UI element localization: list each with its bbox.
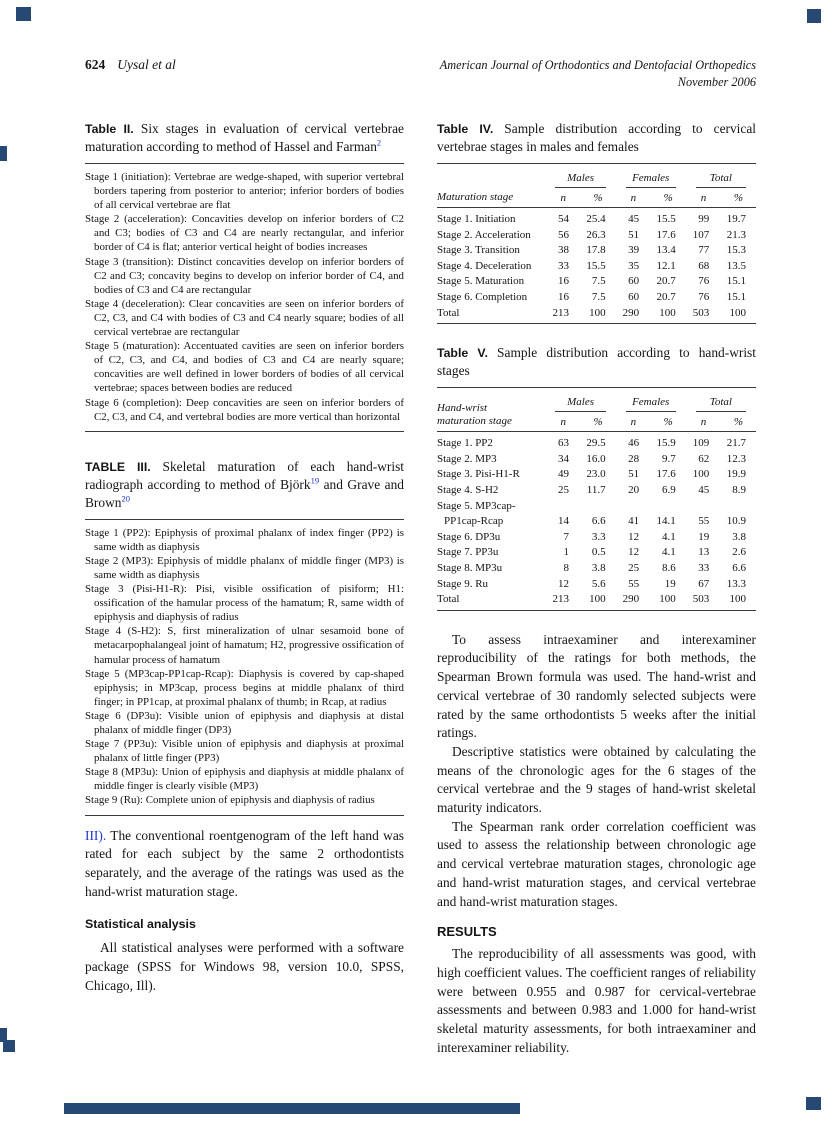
table3-stage-list bbox=[85, 519, 404, 816]
cell-value: 12 bbox=[628, 546, 640, 559]
cell-value: 100 bbox=[719, 592, 756, 611]
cell-value: 15.3 bbox=[726, 244, 746, 257]
cell-value: 51 bbox=[628, 228, 640, 241]
table5-group-header-row bbox=[437, 388, 756, 413]
row-label: Stage 3. Pisi-H1-R bbox=[437, 468, 520, 481]
table3-caption bbox=[85, 458, 404, 512]
table-row bbox=[437, 482, 756, 498]
cell-value: 7.5 bbox=[591, 290, 606, 303]
cell-value: 62 bbox=[698, 452, 710, 465]
cell-value: 51 bbox=[628, 468, 640, 481]
table-row bbox=[437, 227, 756, 243]
methods-paragraph-3: The Spearman rank order correlation coefficient was used to assess the relationship between chronologic age and cervical vertebrae maturation stages, chronologic age and hand-wrist maturation stages, and cervical vertebrae and hand-wrist maturation stages. bbox=[437, 818, 756, 909]
left-column bbox=[85, 120, 404, 995]
cell-value: 12.3 bbox=[726, 452, 746, 465]
cell-value: 16.0 bbox=[586, 452, 606, 465]
cell-value: 19 bbox=[664, 577, 676, 590]
cell-value: 29.5 bbox=[586, 437, 606, 450]
table4-group-males: Males bbox=[545, 164, 615, 189]
cell-value: 19.9 bbox=[726, 468, 746, 481]
cell-value: 100 bbox=[719, 305, 756, 324]
table-row bbox=[437, 289, 756, 305]
table5-row-header: Hand-wrist maturation stage bbox=[437, 388, 545, 432]
cell-value: 12.1 bbox=[656, 259, 676, 272]
table3-reference-link[interactable]: III). bbox=[85, 827, 107, 843]
cell-value bbox=[686, 498, 719, 514]
row-label: Stage 9. Ru bbox=[437, 577, 489, 590]
table5 bbox=[437, 387, 756, 611]
table3-stage-9: Stage 9 (Ru): Complete union of epiphysis and diaphysis of radius bbox=[85, 794, 375, 807]
table3-stage-1: Stage 1 (PP2): Epiphysis of proximal phalanx of index finger (PP2) is same width as diaphysis bbox=[85, 526, 404, 553]
cell-value: 21.3 bbox=[726, 228, 746, 241]
table3-stage-7: Stage 7 (PP3u): Visible union of epiphysis and diaphysis at proximal phalanx of little finger (PP3) bbox=[85, 738, 404, 765]
statistical-analysis-heading: Statistical analysis bbox=[85, 917, 196, 932]
cell-value: 100 bbox=[579, 305, 616, 324]
table-row bbox=[437, 592, 756, 611]
running-head-left bbox=[85, 57, 176, 73]
table-row bbox=[437, 560, 756, 576]
registration-mark-bottom-left bbox=[3, 1040, 15, 1052]
table2-caption bbox=[85, 120, 404, 156]
cell-value: 2.6 bbox=[732, 546, 746, 559]
cell-value: 13.4 bbox=[656, 244, 676, 257]
cell-value: 38 bbox=[557, 244, 569, 257]
cell-value: 23.0 bbox=[586, 468, 606, 481]
table3-stage-5: Stage 5 (MP3cap-PP1cap-Rcap): Diaphysis is covered by cap-shaped epiphysis; in MP3cap, process begins at middle phalanx of third finger; in PP1cap, at proximal phalanx of thumb; in Rcap, at radius bbox=[85, 667, 404, 708]
cell-value: 68 bbox=[698, 259, 710, 272]
cell-value bbox=[719, 498, 756, 514]
row-label: Stage 1. PP2 bbox=[437, 437, 493, 450]
cell-value: 33 bbox=[698, 561, 710, 574]
table3-caption-text-b: and Grave and Brown bbox=[85, 476, 404, 510]
cell-value: 21.7 bbox=[726, 437, 746, 450]
cell-value: 11.7 bbox=[586, 483, 606, 496]
cell-value: 6.9 bbox=[662, 483, 676, 496]
cell-value: 20 bbox=[628, 483, 640, 496]
registration-mark-left-upper bbox=[0, 146, 7, 161]
cell-value: 16 bbox=[557, 275, 569, 288]
col-n: n bbox=[545, 412, 578, 432]
page-number: 624 bbox=[85, 57, 106, 72]
cell-value: 7 bbox=[563, 530, 569, 543]
col-pct: % bbox=[719, 188, 756, 208]
table-row bbox=[437, 514, 756, 530]
cell-value: 3.8 bbox=[732, 530, 746, 543]
cell-value: 6.6 bbox=[732, 561, 746, 574]
cell-value: 99 bbox=[698, 213, 710, 225]
table2-label: Table II. bbox=[85, 122, 134, 136]
row-label: Stage 2. Acceleration bbox=[437, 228, 531, 241]
cell-value: 55 bbox=[628, 577, 640, 590]
registration-mark-top-right bbox=[807, 9, 821, 23]
cell-value: 20.7 bbox=[656, 275, 676, 288]
cell-value: 15.1 bbox=[726, 290, 746, 303]
table3-stage-3: Stage 3 (Pisi-H1-R): Pisi, visible ossification of pisiform; H1: ossification of the hamular process of the hamatum; R, same width of epiphysis and diaphysis of radius bbox=[85, 583, 404, 624]
row-label: Stage 2. MP3 bbox=[437, 452, 497, 465]
continuation-text: The conventional roentgenogram of the left hand was rated for each subject by the same 2 orthodontists separately, and the average of the ratings was used as the hand-wrist maturation stage. bbox=[85, 827, 404, 899]
table2-stage-1: Stage 1 (initiation): Vertebrae are wedge-shaped, with superior vertebral borders tapering from posterior to anterior; inferior borders of bodies of all cervical vertebrae are flat bbox=[85, 171, 404, 212]
cell-value: 1 bbox=[563, 546, 569, 559]
cell-value: 56 bbox=[557, 228, 569, 241]
cell-value: 15.1 bbox=[726, 275, 746, 288]
cell-value: 19.7 bbox=[726, 213, 746, 225]
table4-caption-text: Sample distribution according to cervical vertebrae stages in males and females bbox=[437, 121, 756, 154]
results-heading: RESULTS bbox=[437, 924, 497, 940]
right-column bbox=[437, 120, 756, 1057]
table3-stage-4: Stage 4 (S-H2): S, first mineralization of ulnar sesamoid bone of metacarpophalangeal joint of hamatum; H2, progressive ossification of hamular process of hamatum bbox=[85, 625, 404, 666]
col-n: n bbox=[686, 412, 719, 432]
row-label: Stage 5. MP3cap- bbox=[437, 499, 516, 512]
table-row bbox=[437, 451, 756, 467]
table5-body bbox=[437, 432, 756, 611]
table-row bbox=[437, 545, 756, 561]
row-label: Stage 4. Deceleration bbox=[437, 259, 532, 272]
table-row bbox=[437, 432, 756, 452]
cell-value: 5.6 bbox=[591, 577, 606, 590]
cell-value: 34 bbox=[557, 452, 569, 465]
methods-paragraph-1: To assess intraexaminer and interexaminer reproducibility of the ratings for both methods, the Spearman Brown formula was used. The hand-wrist and cervical vertebrae of 30 randomly selected subjects were rated by the same orthodontists 5 weeks after the initial ratings. bbox=[437, 631, 756, 741]
table3-stage-6: Stage 6 (DP3u): Visible union of epiphysis and diaphysis at distal phalanx of middle finger (DP3) bbox=[85, 709, 404, 736]
cell-value: 13 bbox=[698, 546, 710, 559]
col-pct: % bbox=[579, 412, 616, 432]
table4-group-females: Females bbox=[616, 164, 686, 189]
citation-2-link[interactable]: 2 bbox=[376, 137, 382, 148]
cell-value: 67 bbox=[698, 577, 710, 590]
cell-value: 6.6 bbox=[591, 515, 606, 528]
cell-value: 8.9 bbox=[732, 483, 746, 496]
table3-stage-2: Stage 2 (MP3): Epiphysis of middle phalanx of middle finger (MP3) is same width as diaphysis bbox=[85, 554, 404, 581]
cell-value: 107 bbox=[692, 228, 710, 241]
row-label: Stage 8. MP3u bbox=[437, 561, 503, 574]
table4-group-total: Total bbox=[686, 164, 756, 189]
cell-value: 33 bbox=[557, 259, 569, 272]
cell-value: 20.7 bbox=[656, 290, 676, 303]
cell-value bbox=[649, 498, 686, 514]
cell-value: 8.6 bbox=[662, 561, 676, 574]
table2-stage-5: Stage 5 (maturation): Accentuated cavities are seen on inferior borders of C2, C3, and C4, and bodies of C3 and C4 are nearly square; concavities are well defined in lower borders of bodies of all cervical vertebrae; spaces between bodies are reduced bbox=[85, 340, 404, 395]
cell-value: 45 bbox=[628, 213, 640, 225]
table-row bbox=[437, 529, 756, 545]
cell-value: 4.1 bbox=[662, 530, 676, 543]
table-row bbox=[437, 467, 756, 483]
table4-label: Table IV. bbox=[437, 122, 494, 136]
cell-value: 290 bbox=[616, 305, 649, 324]
results-paragraph: The reproducibility of all assessments was good, with high coefficient values. The coefficient ranges of reliability were between 0.955 and 0.987 for cervical-vertebrae assessments and between 0.983 and 1.000 for hand-wrist skeletal maturity assessments, for both intraexaminer and interexaminer reliability. bbox=[437, 946, 756, 1055]
cell-value: 14.1 bbox=[656, 515, 676, 528]
cell-value: 7.5 bbox=[591, 275, 606, 288]
row-label: Stage 4. S-H2 bbox=[437, 483, 499, 496]
cell-value: 60 bbox=[628, 290, 640, 303]
cell-value: 3.3 bbox=[591, 530, 606, 543]
cell-value: 0.5 bbox=[591, 546, 606, 559]
citation-19-link[interactable]: 19 bbox=[310, 475, 320, 486]
col-pct: % bbox=[649, 188, 686, 208]
cell-value: 26.3 bbox=[586, 228, 606, 241]
cell-value: 213 bbox=[545, 592, 578, 611]
col-n: n bbox=[686, 188, 719, 208]
cell-value: 503 bbox=[686, 592, 719, 611]
cell-value: 213 bbox=[545, 305, 578, 324]
cell-value: 503 bbox=[686, 305, 719, 324]
col-pct: % bbox=[649, 412, 686, 432]
col-n: n bbox=[616, 188, 649, 208]
cell-value: 25 bbox=[628, 561, 640, 574]
table4-body bbox=[437, 208, 756, 324]
issue-date: November 2006 bbox=[677, 74, 756, 89]
table-row bbox=[437, 305, 756, 324]
cell-value: 28 bbox=[628, 452, 640, 465]
cell-value: 17.6 bbox=[656, 468, 676, 481]
cell-value: 45 bbox=[698, 483, 710, 496]
row-label: Stage 6. Completion bbox=[437, 290, 528, 303]
row-label: Stage 6. DP3u bbox=[437, 530, 501, 543]
table3-label: TABLE III. bbox=[85, 459, 151, 474]
cell-value: 46 bbox=[628, 437, 640, 450]
cell-value: 100 bbox=[579, 592, 616, 611]
cell-value: 35 bbox=[628, 259, 640, 272]
row-label: Total bbox=[437, 305, 545, 324]
continuation-paragraph bbox=[85, 827, 404, 902]
cell-value: 290 bbox=[616, 592, 649, 611]
cell-value: 17.6 bbox=[656, 228, 676, 241]
cell-value: 76 bbox=[698, 275, 710, 288]
table2-stage-4: Stage 4 (deceleration): Clear concavities are seen on inferior borders of C2, C3, and C4 with bodies of C3 and C4 nearly square; bodies of all cervical vertebrae are rectangular bbox=[85, 297, 404, 339]
cell-value: 63 bbox=[557, 437, 569, 450]
table5-group-total: Total bbox=[686, 388, 756, 413]
table4-caption bbox=[437, 120, 756, 156]
cell-value: 41 bbox=[628, 515, 640, 528]
cell-value: 25.4 bbox=[586, 213, 606, 225]
table2-stage-2: Stage 2 (acceleration): Concavities develop on inferior borders of C2 and C3; bodies of C3 and C4 are nearly rectangular, and inferior border of C4 is flat; anterior vertical height of bodies increases bbox=[85, 213, 404, 254]
running-head-right bbox=[440, 57, 756, 90]
journal-title: American Journal of Orthodontics and Dentofacial Orthopedics bbox=[439, 58, 756, 72]
table4 bbox=[437, 163, 756, 324]
row-label: Stage 3. Transition bbox=[437, 244, 520, 257]
table-row bbox=[437, 576, 756, 592]
table-row bbox=[437, 258, 756, 274]
cell-value: 8 bbox=[563, 561, 569, 574]
table2-stage-3: Stage 3 (transition): Distinct concavities develop on inferior borders of C2 and C3; concavity begins to develop on inferior border of C4, and bodies of C3 and C4 are rectangular bbox=[85, 255, 404, 296]
cell-value: 12 bbox=[628, 530, 640, 543]
col-pct: % bbox=[579, 188, 616, 208]
cell-value: 3.8 bbox=[591, 561, 606, 574]
table5-caption-text: Sample distribution according to hand-wrist stages bbox=[437, 345, 756, 379]
cell-value: 100 bbox=[692, 468, 710, 481]
registration-mark-top-left bbox=[16, 7, 31, 21]
cell-value: 19 bbox=[698, 530, 710, 543]
table5-group-females: Females bbox=[616, 388, 686, 413]
col-pct: % bbox=[719, 412, 756, 432]
table-row bbox=[437, 274, 756, 290]
cell-value: 4.1 bbox=[662, 546, 676, 559]
cell-value: 100 bbox=[649, 305, 686, 324]
table-row bbox=[437, 498, 756, 514]
table5-label: Table V. bbox=[437, 346, 488, 361]
cell-value: 10.9 bbox=[726, 515, 746, 528]
col-n: n bbox=[545, 188, 578, 208]
cell-value: 12 bbox=[557, 577, 569, 590]
table5-caption bbox=[437, 344, 756, 380]
cell-value: 13.5 bbox=[726, 259, 746, 272]
table4-group-header-row bbox=[437, 164, 756, 189]
row-label: Stage 7. PP3u bbox=[437, 546, 499, 559]
cell-value: 49 bbox=[557, 468, 569, 481]
cell-value: 16 bbox=[557, 290, 569, 303]
cell-value bbox=[545, 498, 578, 514]
table4-row-header: Maturation stage bbox=[437, 164, 545, 208]
table3-caption-text-a: Skeletal maturation of each hand-wrist radiograph according to method of Björk bbox=[85, 458, 404, 492]
row-label: PP1cap-Rcap bbox=[444, 515, 504, 528]
table-row bbox=[437, 208, 756, 228]
bottom-scan-bar bbox=[64, 1103, 520, 1114]
cell-value: 54 bbox=[557, 213, 569, 225]
running-head bbox=[85, 57, 756, 90]
cell-value: 39 bbox=[628, 244, 640, 257]
table2-stage-list bbox=[85, 163, 404, 432]
cell-value: 17.8 bbox=[586, 244, 606, 257]
row-label: Total bbox=[437, 592, 545, 611]
cell-value bbox=[579, 498, 616, 514]
running-authors: Uysal et al bbox=[117, 57, 176, 72]
row-label: Stage 5. Maturation bbox=[437, 275, 525, 288]
cell-value: 15.5 bbox=[586, 259, 606, 272]
cell-value: 9.7 bbox=[662, 452, 676, 465]
table2-caption-text: Six stages in evaluation of cervical vertebrae maturation according to method of Hassel and Farman bbox=[85, 121, 404, 154]
cell-value: 15.9 bbox=[656, 437, 676, 450]
table5-group-males: Males bbox=[545, 388, 615, 413]
cell-value: 100 bbox=[649, 592, 686, 611]
cell-value: 109 bbox=[692, 437, 710, 450]
table3-stage-8: Stage 8 (MP3u): Union of epiphysis and diaphysis at middle phalanx of middle finger is clearly visible (MP3) bbox=[85, 766, 404, 793]
cell-value: 76 bbox=[698, 290, 710, 303]
cell-value: 13.3 bbox=[726, 577, 746, 590]
citation-20-link[interactable]: 20 bbox=[121, 493, 130, 504]
cell-value: 14 bbox=[557, 515, 569, 528]
cell-value: 60 bbox=[628, 275, 640, 288]
table-row bbox=[437, 243, 756, 259]
col-n: n bbox=[616, 412, 649, 432]
methods-paragraph-2: Descriptive statistics were obtained by calculating the means of the chronologic ages for the 6 stages of the cervical vertebrae and the 9 stages of hand-wrist skeletal maturity indicators. bbox=[437, 743, 756, 816]
statistical-analysis-paragraph: All statistical analyses were performed with a software package (SPSS for Windows 98, version 10.0, SPSS, Chicago, Ill). bbox=[85, 940, 404, 993]
cell-value: 77 bbox=[698, 244, 710, 257]
cell-value: 55 bbox=[698, 515, 710, 528]
cell-value: 25 bbox=[557, 483, 569, 496]
cell-value bbox=[616, 498, 649, 514]
table2-stage-6: Stage 6 (completion): Deep concavities are seen on inferior borders of C2, C3, and C4, and vertebral bodies are more vertical than horizontal bbox=[85, 396, 404, 423]
row-label: Stage 1. Initiation bbox=[437, 213, 516, 225]
cell-value: 15.5 bbox=[656, 213, 676, 225]
registration-mark-bottom-right bbox=[806, 1097, 821, 1110]
